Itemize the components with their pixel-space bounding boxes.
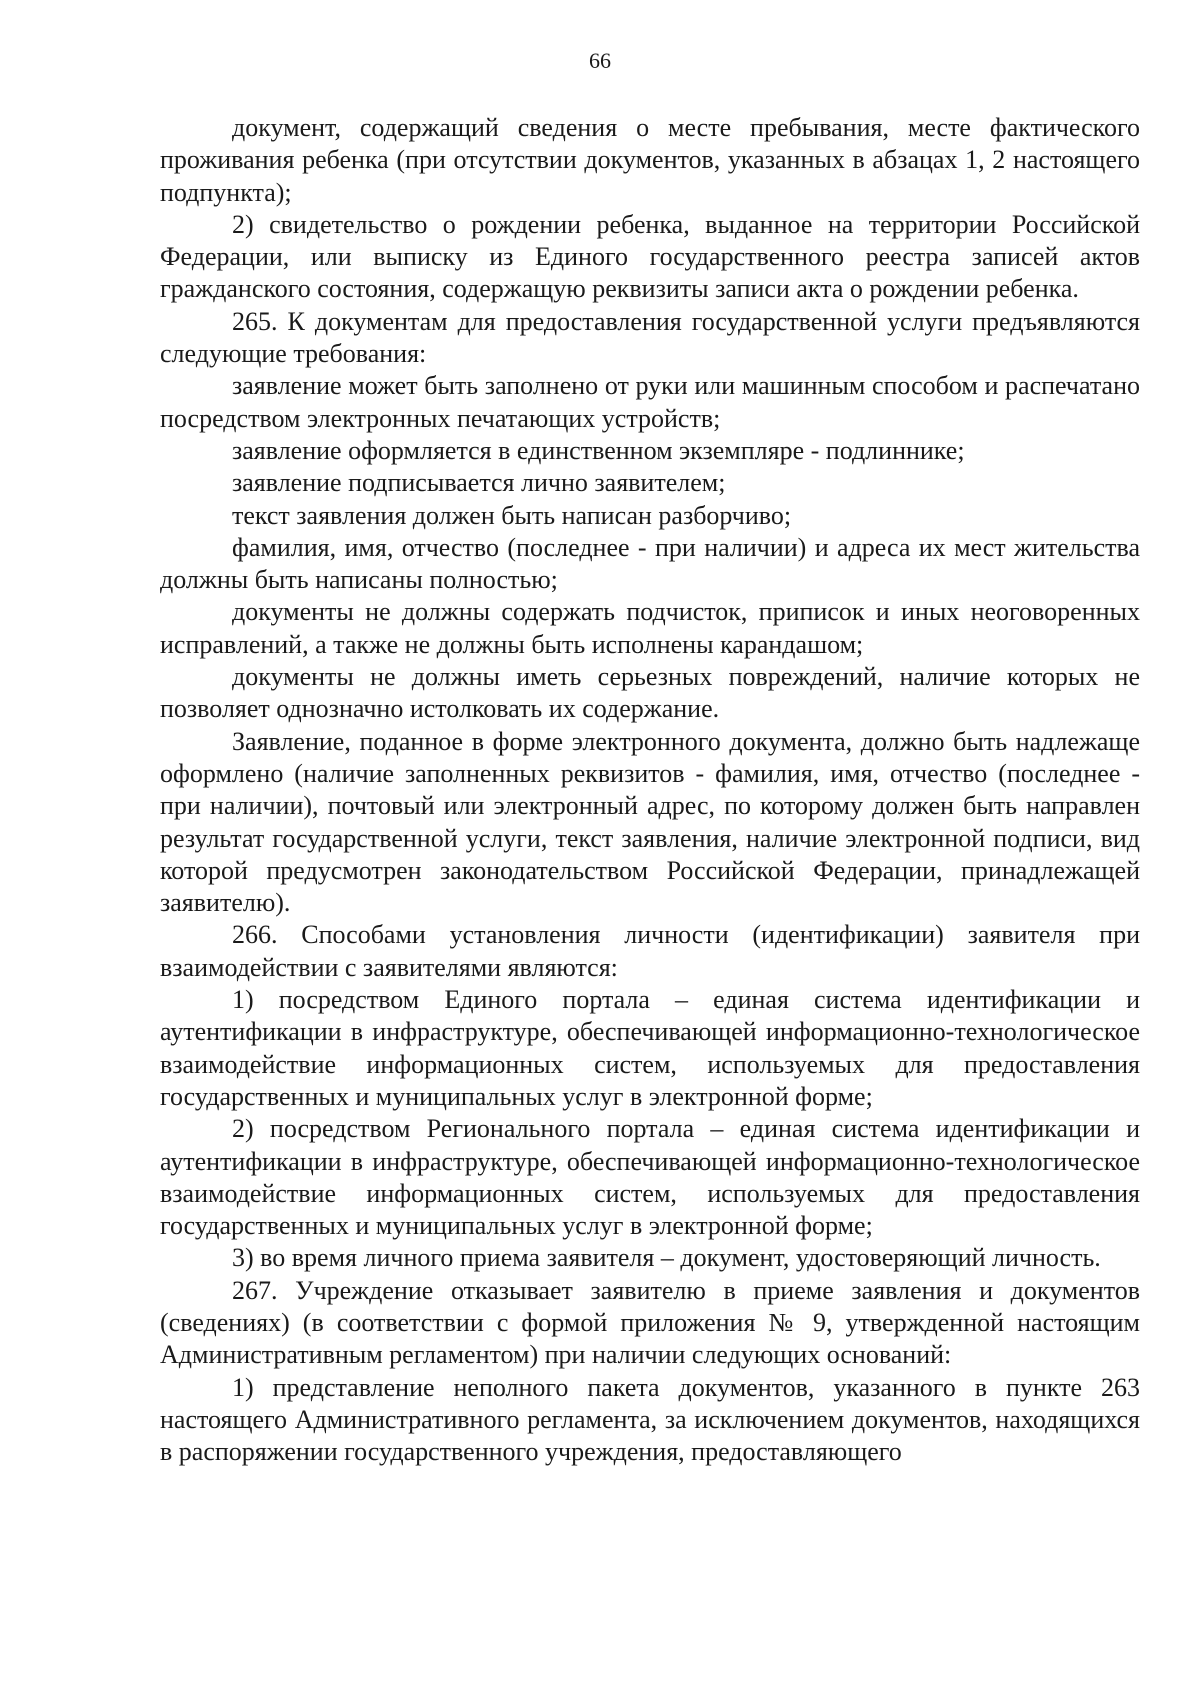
paragraph-electronic-application: Заявление, поданное в форме электронного документа, должно быть надлежаще оформлено (наличие заполненных реквизитов - фамилия, имя, отчество (последнее - при наличии), почтовый или электронный адрес, по которому должен быть направлен результат государственной услуги, текст заявления, наличие электронной подписи, вид которой предусмотрен законодательством Российской Федерации, принадлежащей заявителю). <box>160 726 1140 918</box>
paragraph-requirement-signed: заявление подписывается лично заявителем; <box>232 468 726 498</box>
paragraph-identification-unified-portal: 1) посредством Единого портала – единая система идентификации и аутентификации в инфраструктуре, обеспечивающей информационно-технологическое взаимодействие информационных систем, используемых для предоставления государственных и муниципальных услуг в электронной форме; <box>160 985 1140 1111</box>
paragraph-birth-certificate: 2) свидетельство о рождении ребенка, выданное на территории Российской Федерации, или выписку из Единого государственного реестра записей актов гражданского состояния, содержащую реквизиты записи акта о рождении ребенка. <box>160 209 1140 304</box>
page-number: 66 <box>589 48 611 73</box>
paragraph-identification-personal: 3) во время личного приема заявителя – документ, удостоверяющий личность. <box>232 1243 1101 1273</box>
document-body <box>160 112 1140 1468</box>
paragraph-requirement-legible: текст заявления должен быть написан разборчиво; <box>232 500 792 530</box>
paragraph-requirement-no-corrections: документы не должны содержать подчисток, приписок и иных неоговоренных исправлений, а также не должны быть исполнены карандашом; <box>160 597 1140 659</box>
paragraph-266-identification: 266. Способами установления личности (идентификации) заявителя при взаимодействии с заявителями являются: <box>160 920 1140 982</box>
paragraph-identification-regional-portal: 2) посредством Регионального портала – единая система идентификации и аутентификации в инфраструктуре, обеспечивающей информационно-технологическое взаимодействие информационных систем, используемых для предоставления государственных и муниципальных услуг в электронной форме; <box>160 1114 1140 1241</box>
paragraph-265-requirements: 265. К документам для предоставления государственной услуги предъявляются следующие требования: <box>160 306 1140 369</box>
paragraph-requirement-filled: заявление может быть заполнено от руки или машинным способом и распечатано посредством электронных печатающих устройств; <box>160 371 1140 433</box>
paragraph-requirement-no-damage: документы не должны иметь серьезных повреждений, наличие которых не позволяет однозначно истолковать их содержание. <box>160 662 1140 724</box>
paragraph-requirement-single-copy: заявление оформляется в единственном экземпляре - подлиннике; <box>232 435 965 465</box>
paragraph-refusal-incomplete: 1) представление неполного пакета документов, указанного в пункте 263 настоящего Административного регламента, за исключением документов, находящихся в распоряжении государственного учреждения, предоставляющего <box>160 1372 1140 1467</box>
paragraph-requirement-full-name: фамилия, имя, отчество (последнее - при наличии) и адреса их мест жительства должны быть написаны полностью; <box>160 532 1140 595</box>
paragraph-document-residence: документ, содержащий сведения о месте пребывания, месте фактического проживания ребенка (при отсутствии документов, указанных в абзацах 1, 2 настоящего подпункта); <box>160 113 1140 207</box>
paragraph-267-refusal: 267. Учреждение отказывает заявителю в приеме заявления и документов (сведениях) (в соответствии с формой приложения № 9, утвержденной настоящим Административным регламентом) при наличии следующих оснований: <box>160 1275 1140 1370</box>
